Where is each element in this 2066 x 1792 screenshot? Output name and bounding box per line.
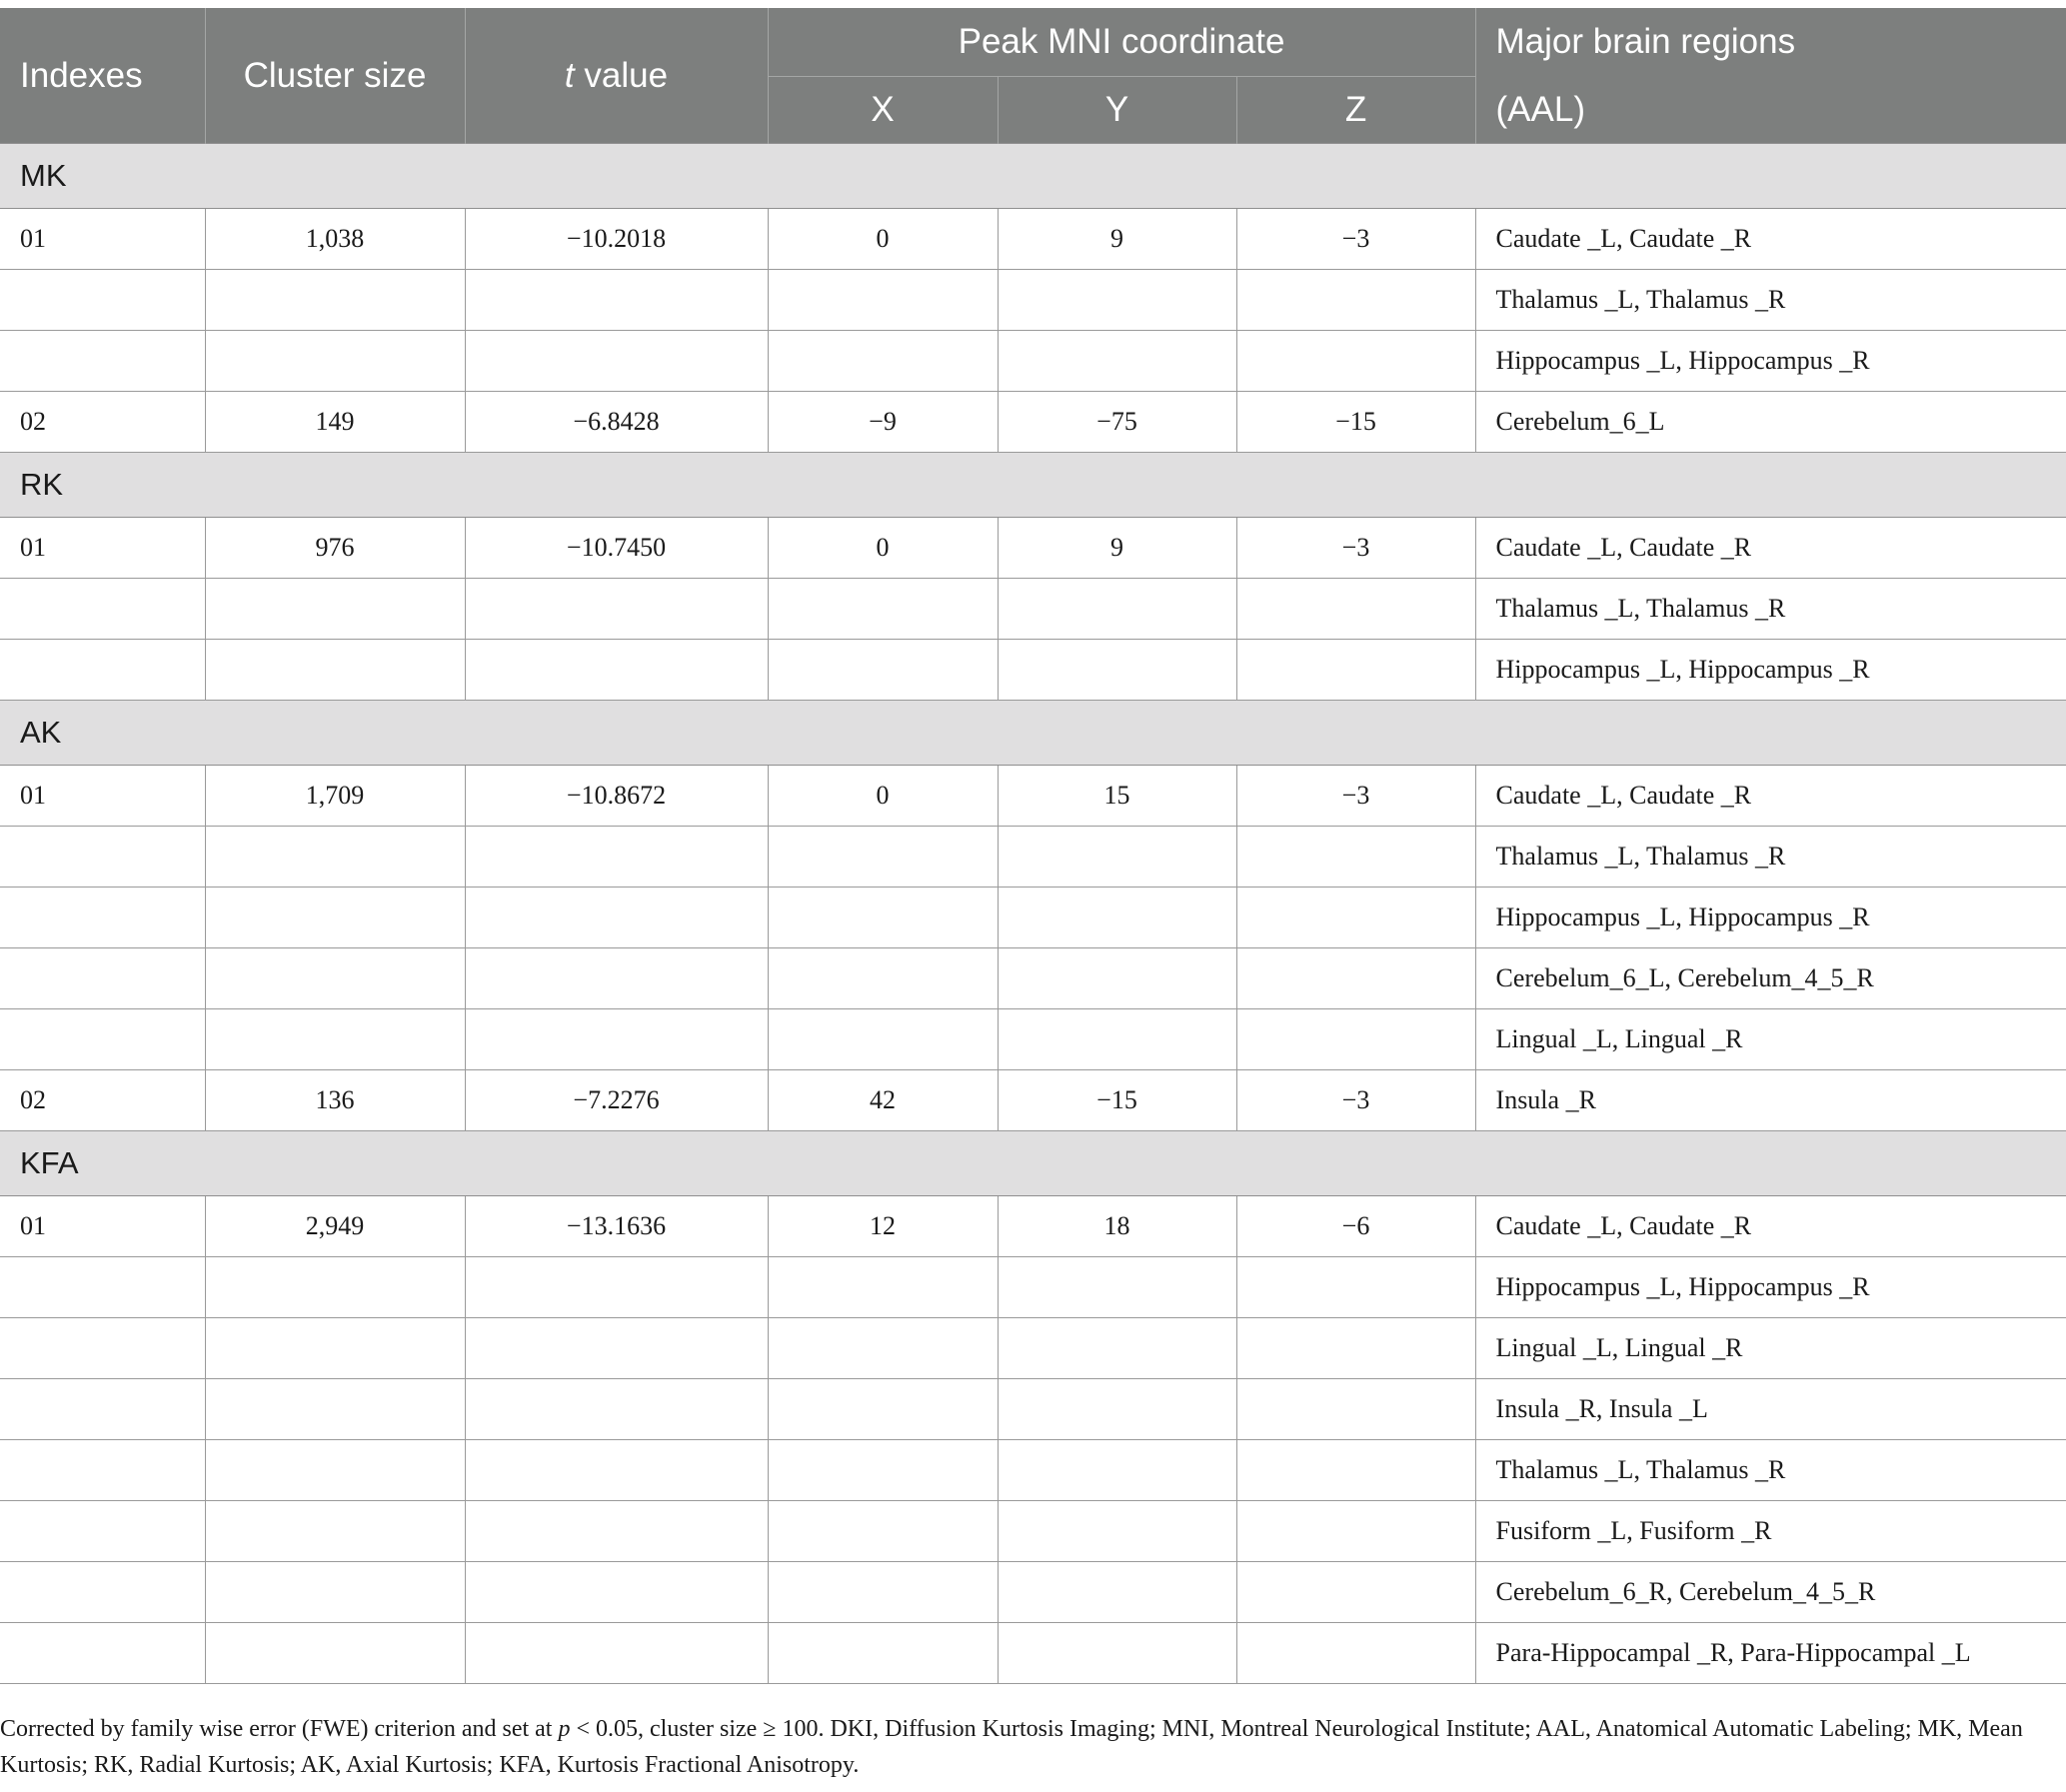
cell-t-value: [465, 1318, 768, 1379]
cell-x: −9: [768, 392, 998, 453]
header-t-value: t value: [465, 8, 768, 144]
cell-region: Insula _R, Insula _L: [1475, 1379, 2066, 1440]
cell-x: [768, 948, 998, 1009]
cell-index: 01: [0, 518, 205, 579]
cell-index: [0, 888, 205, 948]
cell-z: [1236, 827, 1475, 888]
cell-region: Cerebelum_6_L: [1475, 392, 2066, 453]
cell-y: −15: [998, 1070, 1236, 1131]
cell-y: 9: [998, 518, 1236, 579]
cell-region: Caudate _L, Caudate _R: [1475, 1196, 2066, 1257]
table-row: [0, 640, 2066, 701]
cell-z: [1236, 1562, 1475, 1623]
cell-x: 0: [768, 209, 998, 270]
cell-z: [1236, 1257, 1475, 1318]
cell-y: −75: [998, 392, 1236, 453]
cell-cluster-size: 136: [205, 1070, 465, 1131]
table-row: [0, 392, 2066, 453]
cell-t-value: [465, 331, 768, 392]
cell-region: Thalamus _L, Thalamus _R: [1475, 270, 2066, 331]
header-x: X: [768, 77, 998, 144]
header-indexes: Indexes: [0, 8, 205, 144]
group-row: [0, 701, 2066, 766]
cell-z: −3: [1236, 1070, 1475, 1131]
cell-cluster-size: [205, 948, 465, 1009]
cell-x: [768, 270, 998, 331]
table-row: [0, 518, 2066, 579]
results-table: [0, 8, 2066, 1684]
table-row: [0, 209, 2066, 270]
cell-z: −3: [1236, 518, 1475, 579]
cell-t-value: −10.2018: [465, 209, 768, 270]
cell-index: [0, 1623, 205, 1684]
group-label: AK: [0, 701, 2066, 766]
cell-cluster-size: [205, 1257, 465, 1318]
cell-y: [998, 1257, 1236, 1318]
cell-y: [998, 1318, 1236, 1379]
cell-region: Caudate _L, Caudate _R: [1475, 766, 2066, 827]
cell-t-value: [465, 827, 768, 888]
cell-cluster-size: 976: [205, 518, 465, 579]
header-cluster-size: Cluster size: [205, 8, 465, 144]
cell-y: [998, 1009, 1236, 1070]
cell-cluster-size: [205, 1440, 465, 1501]
cell-index: [0, 827, 205, 888]
table-row: [0, 827, 2066, 888]
table-row: [0, 888, 2066, 948]
cell-t-value: −7.2276: [465, 1070, 768, 1131]
cell-index: [0, 579, 205, 640]
cell-y: [998, 331, 1236, 392]
cell-index: 01: [0, 209, 205, 270]
cell-cluster-size: [205, 1009, 465, 1070]
cell-cluster-size: 1,709: [205, 766, 465, 827]
cell-cluster-size: [205, 270, 465, 331]
cell-y: [998, 1562, 1236, 1623]
cell-z: −6: [1236, 1196, 1475, 1257]
cell-z: [1236, 1318, 1475, 1379]
table-row: [0, 948, 2066, 1009]
cell-index: [0, 270, 205, 331]
cell-cluster-size: 149: [205, 392, 465, 453]
cell-y: [998, 827, 1236, 888]
cell-z: [1236, 1379, 1475, 1440]
cell-region: Lingual _L, Lingual _R: [1475, 1009, 2066, 1070]
cell-cluster-size: [205, 640, 465, 701]
cell-index: [0, 1379, 205, 1440]
cell-region: Thalamus _L, Thalamus _R: [1475, 827, 2066, 888]
cell-t-value: −13.1636: [465, 1196, 768, 1257]
cell-index: [0, 1440, 205, 1501]
cell-cluster-size: [205, 1379, 465, 1440]
cell-t-value: −10.7450: [465, 518, 768, 579]
cell-z: −3: [1236, 766, 1475, 827]
cell-index: [0, 1318, 205, 1379]
cell-y: [998, 1623, 1236, 1684]
cell-t-value: −6.8428: [465, 392, 768, 453]
group-label: MK: [0, 144, 2066, 209]
cell-z: [1236, 270, 1475, 331]
header-y: Y: [998, 77, 1236, 144]
cell-x: [768, 888, 998, 948]
cell-y: [998, 640, 1236, 701]
cell-region: Hippocampus _L, Hippocampus _R: [1475, 331, 2066, 392]
cell-t-value: [465, 270, 768, 331]
table-row: [0, 1196, 2066, 1257]
table-row: [0, 766, 2066, 827]
cell-cluster-size: [205, 1562, 465, 1623]
table-row: [0, 1440, 2066, 1501]
header-aal: (AAL): [1475, 77, 2066, 144]
cell-z: [1236, 1440, 1475, 1501]
cell-z: [1236, 331, 1475, 392]
cell-region: Hippocampus _L, Hippocampus _R: [1475, 888, 2066, 948]
cell-t-value: [465, 888, 768, 948]
cell-x: 12: [768, 1196, 998, 1257]
table-row: [0, 1562, 2066, 1623]
group-row: [0, 144, 2066, 209]
cell-t-value: [465, 579, 768, 640]
cell-cluster-size: [205, 827, 465, 888]
cell-region: Hippocampus _L, Hippocampus _R: [1475, 1257, 2066, 1318]
cell-t-value: [465, 948, 768, 1009]
cell-region: Fusiform _L, Fusiform _R: [1475, 1501, 2066, 1562]
cell-cluster-size: [205, 331, 465, 392]
cell-z: −3: [1236, 209, 1475, 270]
cell-region: Thalamus _L, Thalamus _R: [1475, 579, 2066, 640]
cell-t-value: [465, 1379, 768, 1440]
cell-x: [768, 1562, 998, 1623]
cell-t-value: [465, 1562, 768, 1623]
cell-index: [0, 1009, 205, 1070]
cell-y: [998, 579, 1236, 640]
header-peak-mni: Peak MNI coordinate: [768, 8, 1475, 77]
cell-y: [998, 1379, 1236, 1440]
cell-x: [768, 1257, 998, 1318]
cell-x: [768, 1379, 998, 1440]
cell-x: 0: [768, 518, 998, 579]
group-row: [0, 453, 2066, 518]
cell-x: [768, 1501, 998, 1562]
group-row: [0, 1131, 2066, 1196]
table-row: [0, 1257, 2066, 1318]
cell-y: 18: [998, 1196, 1236, 1257]
cell-x: [768, 827, 998, 888]
cell-z: −15: [1236, 392, 1475, 453]
cell-t-value: [465, 1623, 768, 1684]
cell-y: 9: [998, 209, 1236, 270]
cell-x: [768, 1009, 998, 1070]
table-row: [0, 1379, 2066, 1440]
cell-region: Lingual _L, Lingual _R: [1475, 1318, 2066, 1379]
cell-y: [998, 270, 1236, 331]
cell-z: [1236, 888, 1475, 948]
cell-t-value: [465, 1257, 768, 1318]
cell-t-value: [465, 1440, 768, 1501]
cell-t-value: [465, 640, 768, 701]
cell-x: [768, 1623, 998, 1684]
cell-cluster-size: 2,949: [205, 1196, 465, 1257]
group-label: KFA: [0, 1131, 2066, 1196]
cell-z: [1236, 1009, 1475, 1070]
cell-cluster-size: [205, 579, 465, 640]
cell-t-value: [465, 1009, 768, 1070]
cell-index: [0, 1501, 205, 1562]
cell-y: 15: [998, 766, 1236, 827]
table-row: [0, 1070, 2066, 1131]
cell-z: [1236, 948, 1475, 1009]
cell-cluster-size: [205, 888, 465, 948]
cell-cluster-size: [205, 1318, 465, 1379]
cell-t-value: −10.8672: [465, 766, 768, 827]
cell-x: [768, 640, 998, 701]
table-row: [0, 1623, 2066, 1684]
table-row: [0, 270, 2066, 331]
cell-index: 01: [0, 1196, 205, 1257]
cell-index: [0, 640, 205, 701]
cell-t-value: [465, 1501, 768, 1562]
cell-index: 02: [0, 1070, 205, 1131]
cell-index: 01: [0, 766, 205, 827]
cell-x: [768, 1318, 998, 1379]
cell-z: [1236, 640, 1475, 701]
cell-region: Cerebelum_6_R, Cerebelum_4_5_R: [1475, 1562, 2066, 1623]
cell-region: Thalamus _L, Thalamus _R: [1475, 1440, 2066, 1501]
table-row: [0, 1318, 2066, 1379]
header-regions: Major brain regions: [1475, 8, 2066, 77]
cell-index: [0, 1257, 205, 1318]
cell-x: [768, 1440, 998, 1501]
cell-region: Hippocampus _L, Hippocampus _R: [1475, 640, 2066, 701]
cell-x: [768, 579, 998, 640]
cell-index: [0, 331, 205, 392]
cell-y: [998, 948, 1236, 1009]
cell-z: [1236, 579, 1475, 640]
cell-y: [998, 1501, 1236, 1562]
cell-z: [1236, 1623, 1475, 1684]
cell-cluster-size: 1,038: [205, 209, 465, 270]
header-z: Z: [1236, 77, 1475, 144]
cell-index: [0, 948, 205, 1009]
cell-z: [1236, 1501, 1475, 1562]
cell-region: Caudate _L, Caudate _R: [1475, 209, 2066, 270]
cell-region: Insula _R: [1475, 1070, 2066, 1131]
table-footnote: Corrected by family wise error (FWE) criterion and set at p < 0.05, cluster size ≥ 100. DKI, Diffusion Kurtosis Imaging; MNI, Montreal Neurological Institute; AAL, Anatomical Automatic Labeling; MK, Mean Kurtosis; RK, Radial Kurtosis; AK, Axial Kurtosis; KFA, Kurtosis Fractional Anisotropy.: [0, 1716, 2023, 1778]
cell-cluster-size: [205, 1501, 465, 1562]
cell-x: 0: [768, 766, 998, 827]
cell-y: [998, 1440, 1236, 1501]
table-row: [0, 1501, 2066, 1562]
cell-x: [768, 331, 998, 392]
table-row: [0, 1009, 2066, 1070]
table-header: [0, 8, 2066, 144]
table-row: [0, 579, 2066, 640]
table-row: [0, 331, 2066, 392]
group-label: RK: [0, 453, 2066, 518]
cell-index: 02: [0, 392, 205, 453]
cell-index: [0, 1562, 205, 1623]
cell-x: 42: [768, 1070, 998, 1131]
cell-cluster-size: [205, 1623, 465, 1684]
cell-region: Cerebelum_6_L, Cerebelum_4_5_R: [1475, 948, 2066, 1009]
cell-region: Caudate _L, Caudate _R: [1475, 518, 2066, 579]
table-body: [0, 144, 2066, 1684]
cell-region: Para-Hippocampal _R, Para-Hippocampal _L: [1475, 1623, 2066, 1684]
cell-y: [998, 888, 1236, 948]
